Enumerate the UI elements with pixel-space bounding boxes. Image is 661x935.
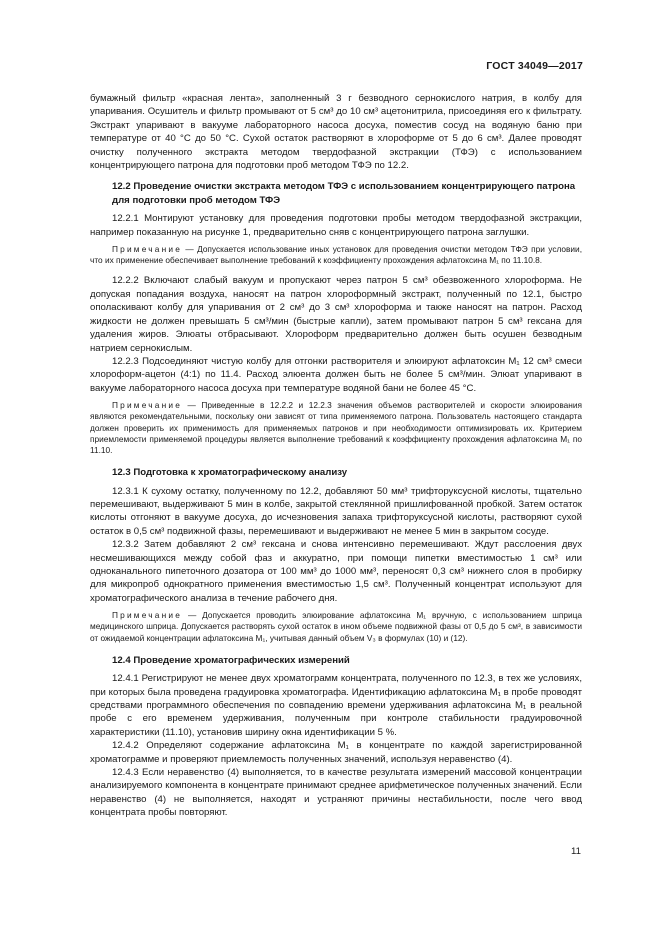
para-12-3-1: 12.3.1 К сухому остатку, полученному по 12.2, добавляют 50 мм³ трифторуксусной кислоты, тщательно перемешивают, выдерживают 5 мин в колбе, закрытой стеклянной пришлифованной пробкой. Затем остаток кислоты отгоняют в вакууме досуха, до исчезновения запаха трифторуксусной кислоты, растворяют сухой остаток в 0,5 см³ подвижной фазы, перемешивают и выдерживают не менее 5 мин в закрытом сосуде. [90,485,582,537]
page-content [90,92,582,820]
para-12-4-3: 12.4.3 Если неравенство (4) выполняется, то в качестве результата измерений массовой концентрации анализируемого компонента в концентрате принимают среднее арифметическое полученных значений. Если неравенство (4) не выполняется, находят и устраняют причины нестабильности, после чего ввод концентрата пробы повторяют. [90,767,582,819]
para-12-2-3: 12.2.3 Подсоединяют чистую колбу для отгонки растворителя и элюируют афлатоксин M₁ 12 см³ смеси хлороформ-ацетон (4:1) по 11.4. Расход элюента должен быть не более 5 см³/мин. Элюат упаривают в вакууме лабораторного насоса досуха при температуре водяной бани не более 45 °С. [90,355,582,394]
section-12-2-heading: 12.2 Проведение очистки экстракта методом ТФЭ с использованием концентрирующего патрона для подготовки проб методом ТФЭ [112,181,576,206]
para-12-2-2: 12.2.2 Включают слабый вакуум и пропускают через патрон 5 см³ обезвоженного хлороформа. Не допуская попадания воздуха, наносят на патрон хлороформный экстракт, полученный по 12.1, быстро ополаскивают колбу для упаривания от 2 см³ до 3 см³ хлороформа и также наносят на патрон. Расход жидкости не должен превышать 5 см³/мин (быстрые капли), затем промывают патрон 5 см³ гексана для удаления жиров. Элюаты отбрасывают. Хлороформ предварительно должен быть осушен безводным натрием сернокислым. [90,275,582,354]
note-label: Примечание [112,610,183,621]
note-text: — Приведенные в 12.2.2 и 12.2.3 значения объемов растворителей и скорости элюирования являются рекомендательными, поскольку они зависят от типа применяемого патрона. Пользователь настоящего стандарта должен проверить их применимость для применяемых патронов и при необходимости оптимизировать их. Критерием приемлемости применяемой процедуры является выполнение требований к коэффициенту прохождения афлатоксина M₁ по 11.10. [90,400,582,455]
section-12-3-heading: 12.3 Подготовка к хроматографическому анализу [112,467,348,479]
standard-code: ГОСТ 34049—2017 [486,60,583,72]
para-12-4-2: 12.4.2 Определяют содержание афлатоксина M₁ в концентрате по каждой зарегистрированной хроматограмме и проверяют приемлемость полученных значений, используя неравенство (4). [90,740,582,765]
note-12-2-3 [90,400,582,456]
note-12-3 [90,610,582,644]
para-12-2-1: 12.2.1 Монтируют установку для проведения подготовки пробы методом твердофазной экстракции, например показанную на рисунке 1, предварительно сняв с концентрирующего патрона заглушки. [90,213,582,238]
note-label: Примечание [112,400,183,411]
note-text: — Допускается проводить элюирование афлатоксина M₁ вручную, с использованием шприца медицинского шприца. Допускается растворять сухой остаток в ином объеме подвижной фазы от 0,5 до 5 см³, в зависимости от ожидаемой концентрации афлатоксина M₁, учитывая данный объем V₃ в формулах (10) и (12). [90,610,582,643]
note-label: Примечание [112,244,183,255]
para-12-4-1: 12.4.1 Регистрируют не менее двух хроматограмм концентрата, полученного по 12.3, в тех же условиях, при которых была проведена градуировка хроматографа. Идентификацию афлатоксина M₁ в пробе проводят средствами программного обеспечения по совпадению времени удерживания афлатоксина M₁ в реальной пробе с его временем удерживания, полученным при контроле стабильности градуировочной характеристики (11.10), установив ширину окна идентификации 5 %. [90,673,582,738]
intro-paragraph: бумажный фильтр «красная лента», заполненный 3 г безводного сернокислого натрия, в колбу для упаривания. Осушитель и фильтр промывают от 5 см³ до 10 см³ ацетонитрила, присоединяя его к фильтрату. Экстракт упаривают в вакууме лабораторного насоса досуха, поместив сосуд на водяную баню при температуре от 40 °С до 50 °С. Сухой остаток растворяют в хлороформе от 5 до 6 см³. Далее проводят очистку полученного экстракта методом твердофазной экстракции (ТФЭ) с использованием концентрирующего патрона для подготовки проб методом ТФЭ по 12.2. [90,93,582,172]
para-12-3-2: 12.3.2 Затем добавляют 2 см³ гексана и снова интенсивно перемешивают. Ждут расслоения двух несмешивающихся между собой фаз и аккуратно, при помощи пипетки вместимостью 1 см³ или одноканального пипеточного дозатора от 100 мм³ до 1000 мм³, переносят 0,3 см³ нижнего слоя в пробирку для микропроб однократного применения вместимостью 1,5 см³. Полученный концентрат используют для хроматографического анализа в течение рабочего дня. [90,539,582,604]
note-12-2-1 [90,244,582,266]
page-number: 11 [571,846,581,857]
note-text: — Допускается использование иных установок для проведения очистки методом ТФЭ при условии, что их применение обеспечивает выполнение требований к коэффициенту прохождения афлатоксина M₁ по 11.10.8. [90,244,582,266]
section-12-4-heading: 12.4 Проведение хроматографических измерений [112,654,350,666]
